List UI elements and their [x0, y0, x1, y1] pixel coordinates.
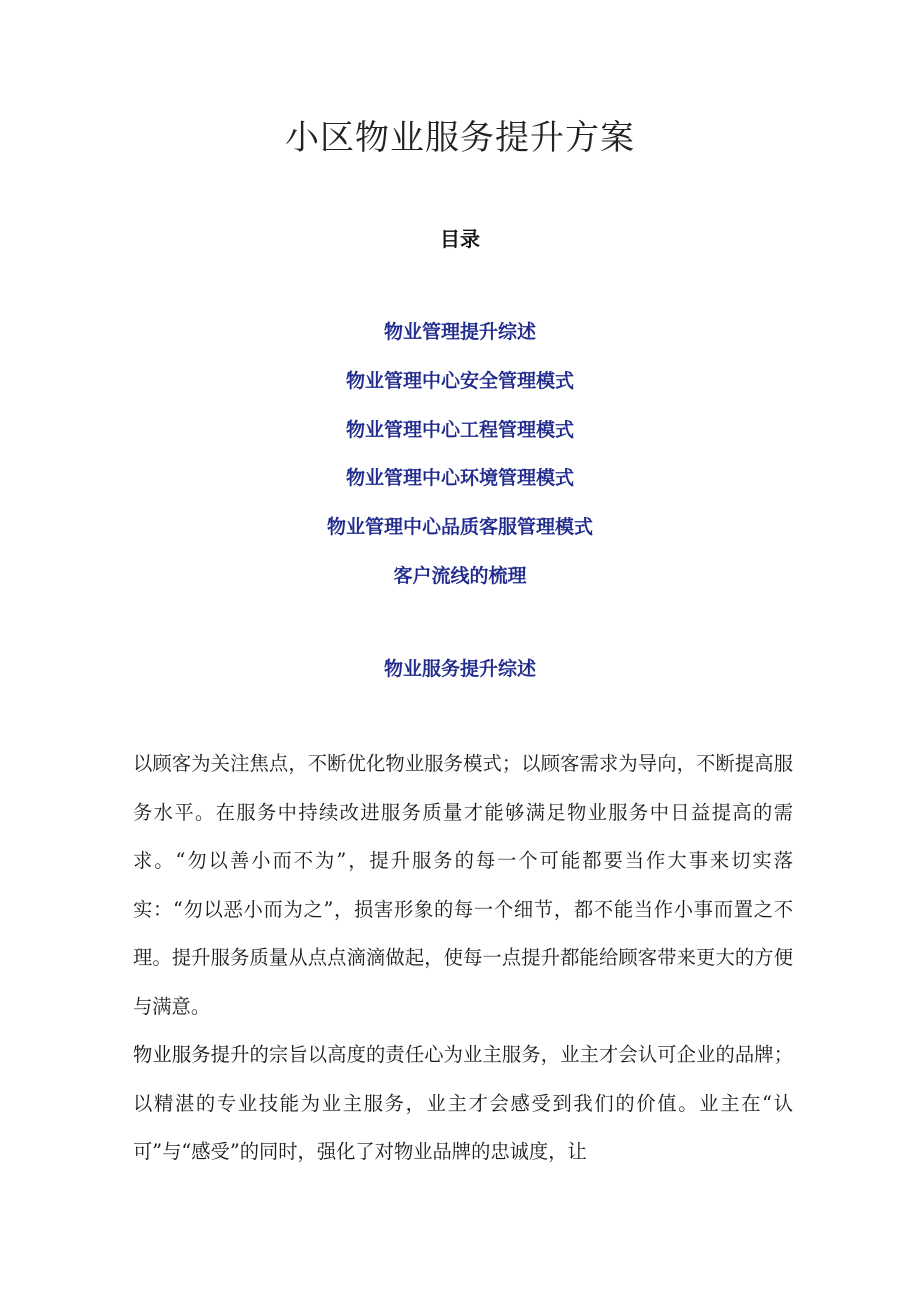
body-paragraph-2 [133, 1031, 793, 1177]
toc-item-environment[interactable]: 物业管理中心环境管理模式 [345, 467, 574, 490]
document-title: 小区物业服务提升方案 [285, 118, 635, 158]
toc-item-engineering[interactable]: 物业管理中心工程管理模式 [345, 418, 574, 441]
section-heading: 物业服务提升综述 [383, 658, 536, 680]
paragraph-body-text: 宗旨以高度的责任心为业主服务，业主才会认可企业的品牌；以精湛的专业技能为业主服务，业主才会感受到我们的价值。业主在“认可”与“感受”的同时，强化了对物业品牌的忠诚度，让 [133, 1043, 794, 1164]
table-of-contents [0, 315, 920, 608]
body-paragraph-1: 以顾客为关注焦点，不断优化物业服务模式；以顾客需求为导向，不断提高服务水平。在服务中持续改进服务质量才能够满足物业服务中日益提高的需求。“勿以善小而不为”，提升服务的每一个可能都要当作大事来切实落实：“勿以恶小而为之”，损害形象的每一个细节，都不能当作小事而置之不理。提升服务质量从点点滴滴做起，使每一点提升都能给顾客带来更大的方便与满意。 [133, 752, 793, 1018]
toc-heading: 目录 [440, 227, 480, 251]
toc-item-overview[interactable]: 物业管理提升综述 [383, 321, 536, 343]
paragraph-lead-phrase: 物业服务提升的 [133, 1043, 269, 1066]
toc-item-security[interactable]: 物业管理中心安全管理模式 [345, 369, 574, 392]
toc-item-quality-service[interactable]: 物业管理中心品质客服管理模式 [326, 516, 593, 539]
toc-item-customer-flow[interactable]: 客户流线的梳理 [393, 564, 527, 587]
